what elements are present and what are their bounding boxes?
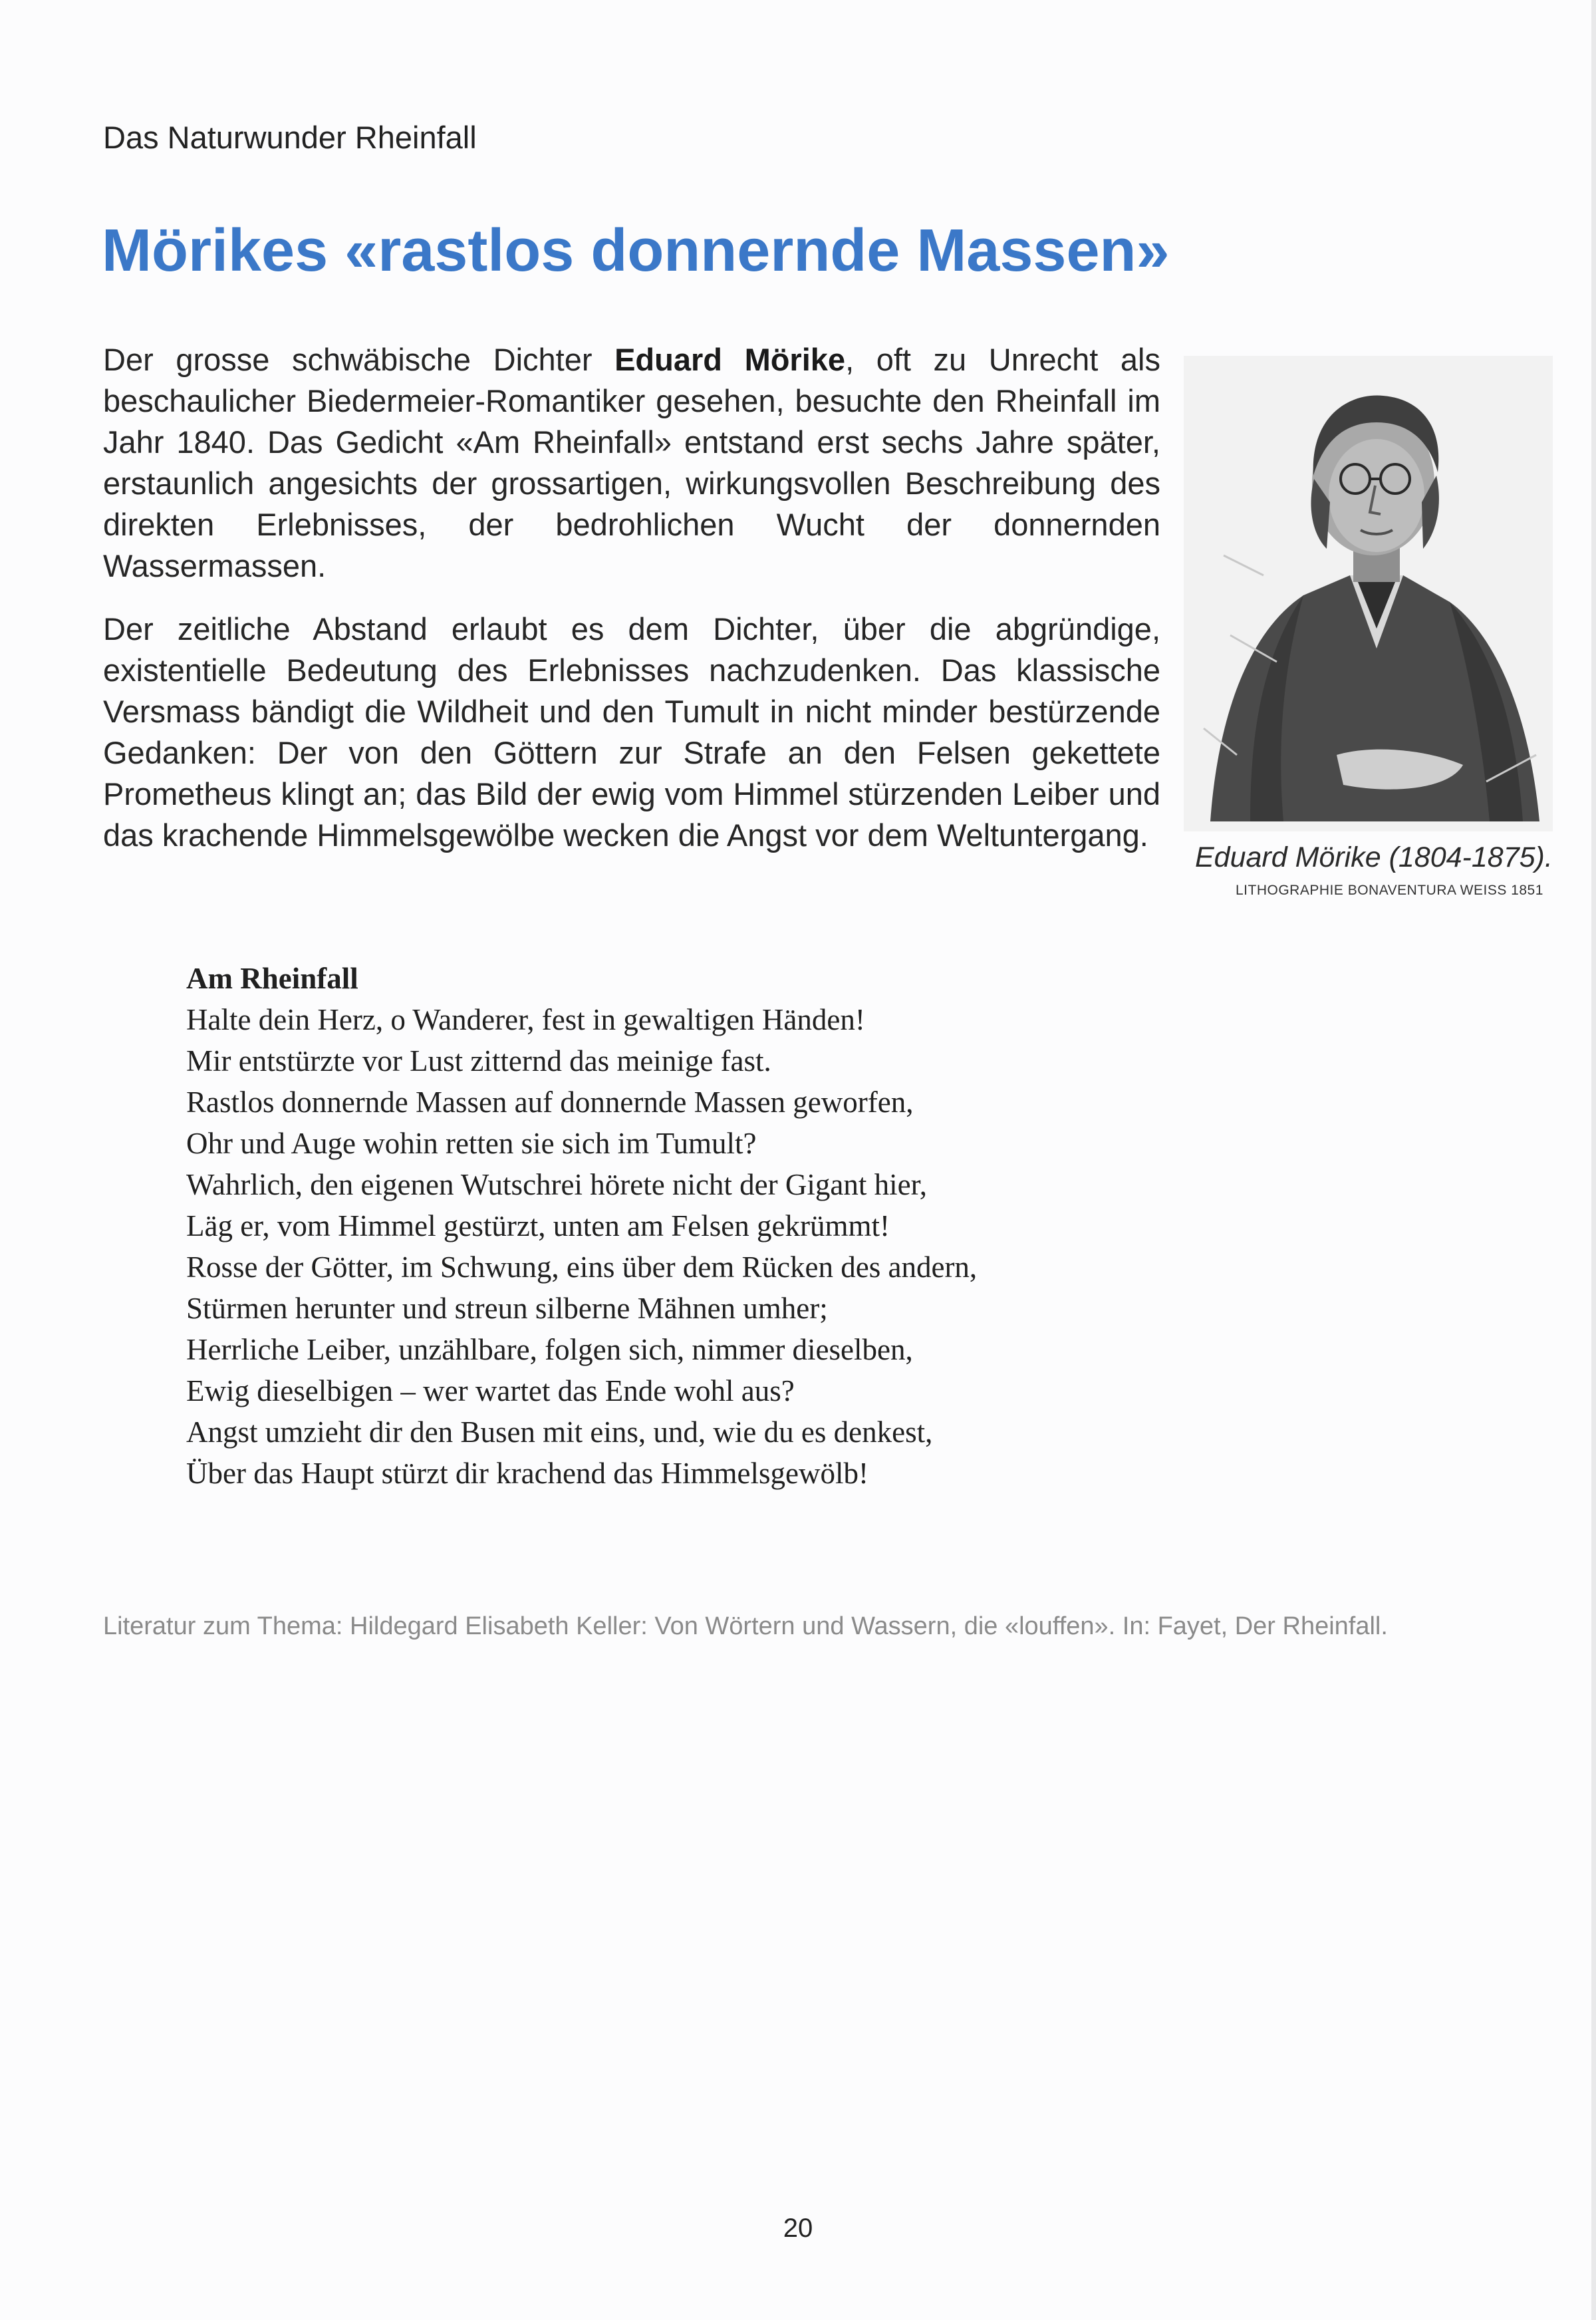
article-title: Mörikes «rastlos donnernde Massen» bbox=[102, 218, 1170, 284]
portrait-lithograph bbox=[1184, 356, 1553, 831]
poem-line: Rosse der Götter, im Schwung, eins über dem Rücken des andern, bbox=[186, 1250, 978, 1284]
analysis-paragraph: Der zeitliche Abstand erlaubt es dem Dichter, über die abgründige, existentielle Bedeutung des Erlebnisses nachzudenken. Das klassische Versmass bändigt die Wildheit und den Tumult in nicht minder bestürzende Gedanken: Der von den Göttern zur Strafe an den Felsen gekettete Prometheus klingt an; das Bild der ewig vom Himmel stürzenden Leiber und das krachende Himmelsgewölbe wecken die Angst vor dem Weltuntergang. bbox=[103, 611, 1160, 853]
poem-line: Wahrlich, den eigenen Wutschrei hörete nicht der Gigant hier, bbox=[186, 1168, 928, 1201]
literature-note: Literatur zum Thema: Hildegard Elisabeth Keller: Von Wörtern und Wassern, die «louffen». In: Fayet, Der Rheinfall. bbox=[103, 1612, 1388, 1640]
portrait-credit: LITHOGRAPHIE BONAVENTURA WEISS 1851 bbox=[1236, 883, 1543, 898]
poem-line: Mir entstürzte vor Lust zitternd das meinige fast. bbox=[186, 1044, 771, 1078]
poem-line: Herrliche Leiber, unzählbare, folgen sich, nimmer dieselben, bbox=[186, 1333, 913, 1366]
poem bbox=[186, 958, 1317, 1494]
portrait-caption: Eduard Mörike (1804-1875). bbox=[1195, 841, 1553, 873]
poem-line: Rastlos donnernde Massen auf donnernde Massen geworfen, bbox=[186, 1086, 914, 1119]
poem-line: Ewig dieselbigen – wer wartet das Ende wohl aus? bbox=[186, 1374, 795, 1407]
poem-line: Stürmen herunter und streun silberne Mähnen umher; bbox=[186, 1292, 828, 1325]
portrait-image bbox=[1184, 356, 1553, 831]
intro-paragraph bbox=[103, 339, 1160, 587]
poem-line: Ohr und Auge wohin retten sie sich im Tumult? bbox=[186, 1127, 757, 1160]
intro-text-rest: , oft zu Unrecht als beschaulicher Biedermeier-Romantiker gesehen, besuchte den Rheinfall im Jahr 1840. Das Gedicht «Am Rheinfall» entstand erst sechs Jahre später, erstaunlich angesichts der grossartigen, wirkungsvollen Beschreibung des direkten Erlebnisses, der bedrohlichen Wucht der donnernden Wassermassen. bbox=[103, 342, 1160, 583]
running-head: Das Naturwunder Rheinfall bbox=[103, 120, 477, 155]
page-number: 20 bbox=[783, 2214, 813, 2243]
poem-title: Am Rheinfall bbox=[186, 962, 358, 995]
poem-line: Läg er, vom Himmel gestürzt, unten am Felsen gekrümmt! bbox=[186, 1209, 890, 1242]
poem-line: Über das Haupt stürzt dir krachend das Himmelsgewölb! bbox=[186, 1457, 868, 1490]
poet-name: Eduard Mörike bbox=[614, 342, 846, 377]
poem-line: Angst umzieht dir den Busen mit eins, und, wie du es denkest, bbox=[186, 1415, 933, 1449]
intro-text-start: Der grosse schwäbische Dichter bbox=[103, 342, 615, 377]
poem-line: Halte dein Herz, o Wanderer, fest in gewaltigen Händen! bbox=[186, 1003, 865, 1036]
scan-edge bbox=[1591, 0, 1596, 2320]
